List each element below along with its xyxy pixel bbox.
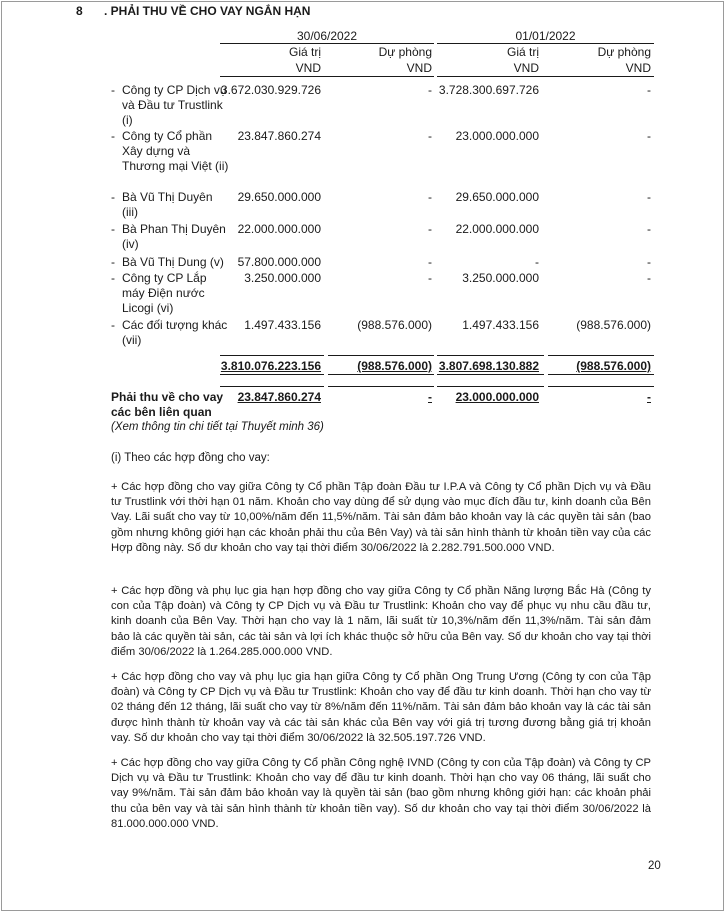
row-value: 1.497.433.156 (462, 318, 539, 332)
row-bullet: - (111, 83, 115, 97)
notes-intro: (i) Theo các hợp đồng cho vay: (111, 452, 270, 464)
row-provision: - (647, 83, 651, 97)
note-paragraph-4: + Các hợp đồng cho vay giữa Công ty Cổ phần Công nghệ IVND (Công ty con của Tập đoàn) và Công ty CP Dịch vụ và Đầu tư Trustlink: Khoản cho vay để đầu tư kinh doanh. Thời hạn cho vay 06 tháng, lãi suất cho vay 9%/năm. Tài sản đảm bảo khoản vay là quyền tài sản (bao gồm nhưng không giới hạn: các khoản phải thu của bên vay và tài sản hình thành từ khoản tiền vay). Số dư khoản cho vay tại thời điểm 30/06/2022 là 81.000.000.000 VND. (111, 757, 651, 830)
total-rule-bottom (328, 374, 434, 375)
row-value: - (535, 255, 539, 269)
row-provision: - (647, 271, 651, 285)
row-provision: - (647, 129, 651, 143)
row-provision: - (428, 83, 432, 97)
row-label: Các đối tượng khác (vii) (122, 318, 228, 347)
note-paragraph-1: + Các hợp đồng cho vay giữa Công ty Cổ phần Tập đoàn Đầu tư I.P.A và Công ty Cổ phần Dịch vụ và Đầu tư Trustlink với thời hạn 01 năm. Khoản cho vay dùng để sử dụng vào mục đích đầu tư, kinh doanh của Bên Vay. Lãi suất cho vay từ 10,00%/năm đến 11,5%/năm. Tài sản đảm bảo khoản vay là các quyền tài sản (bao gồm nhưng không giới hạn các khoản phải thu của Bên Vay) và tài sản hình thành từ khoản tiền vay của các Hợp đồng này. Số dư khoản cho vay tại thời điểm 30/06/2022 là 2.282.791.500.000 VND. (111, 481, 651, 554)
col-header-provision-2: Dự phòng (597, 45, 651, 59)
row-bullet: - (111, 190, 115, 204)
total-rule-top (437, 355, 544, 356)
row-provision: - (428, 129, 432, 143)
note-paragraph-2: + Các hợp đồng và phụ lục gia hạn hợp đồng cho vay giữa Công ty Cổ phần Năng lượng Bắc Hà (Công ty con của Tập đoàn) và Công ty CP Dịch vụ và Đầu tư Trustlink: Khoản cho vay để phục vụ nhu cầu đầu tư, kinh doanh của Bên Vay. Thời hạn cho vay là 1 năm, lãi suất từ 10,3%/năm đến 11,3%/năm. Tài sản đảm bảo là các quyền tài sản, các tài sản và lợi ích khác thuộc sở hữu của Bên vay. Số dư khoản cho vay tại thời điểm 30/06/2022 là 1.264.285.000.000 VND. (111, 585, 651, 658)
unit-4: VND (625, 61, 651, 75)
row-label: Công ty Cổ phần Xây dựng và Thương mại Việt (ii) (122, 129, 229, 173)
row-value: 29.650.000.000 (237, 190, 321, 204)
row-label: Công ty CP Lắp máy Điện nước Licogi (vi) (122, 271, 207, 315)
header-rule-2 (437, 76, 654, 77)
period-rule-2 (437, 43, 654, 44)
related-provision: - (647, 390, 651, 404)
total-rule-top (220, 355, 324, 356)
total-provision: (988.576.000) (357, 359, 432, 373)
unit-3: VND (513, 61, 539, 75)
row-provision: - (428, 255, 432, 269)
section-title: . PHẢI THU VỀ CHO VAY NGẮN HẠN (104, 4, 311, 18)
row-label: Bà Phan Thị Duyên (iv) (122, 222, 226, 251)
total-rule-bottom (220, 374, 324, 375)
period-header-1: 30/06/2022 (296, 29, 358, 43)
related-provision: - (428, 390, 432, 404)
row-bullet: - (111, 129, 115, 143)
row-value: 29.650.000.000 (455, 190, 539, 204)
row-value: 3.250.000.000 (462, 271, 539, 285)
row-label: Bà Vũ Thị Duyên (iii) (122, 190, 213, 219)
total-value: 3.807.698.130.882 (438, 359, 539, 373)
col-header-value-2: Giá trị (506, 45, 539, 59)
row-value: 22.000.000.000 (237, 222, 321, 236)
row-value: 23.000.000.000 (455, 129, 539, 143)
section-number: 8 (76, 4, 83, 18)
unit-1: VND (295, 61, 321, 75)
row-bullet: - (111, 318, 115, 332)
note-paragraph-3: + Các hợp đồng cho vay và phụ lục gia hạn giữa Công ty Cổ phần Ong Trung Ương (Công ty con của Tập đoàn) và Công ty CP Dịch vụ và Đầu tư Trustlink: Khoản cho vay để đầu tư kinh doanh. Thời hạn cho vay từ 02 tháng đến 12 tháng, lãi suất cho vay từ 8%/năm đến 11%/năm. Tài sản đảm bảo khoản vay là các tài sản được hình thành từ khoản vay và các tài sản khác của Bên vay với giá trị tương đương bằng giá trị khoản vay. Số dư khoản cho vay tại thời điểm 30/06/2022 là 32.505.197.726 VND. (111, 671, 651, 744)
related-value: 23.847.860.274 (237, 390, 321, 404)
row-value: 3.728.300.697.726 (438, 83, 539, 97)
row-label: Công ty CP Dịch vụ và Đầu tư Trustlink (i) (122, 83, 227, 127)
total-rule-bottom (548, 374, 654, 375)
related-rule-top (548, 386, 654, 387)
related-rule-top (328, 386, 434, 387)
row-value: 1.497.433.156 (244, 318, 321, 332)
row-label: Bà Vũ Thị Dung (v) (122, 255, 224, 269)
header-rule-1 (220, 76, 434, 77)
total-rule-top (328, 355, 434, 356)
row-provision: (988.576.000) (357, 318, 432, 332)
period-header-2: 01/01/2022 (515, 29, 576, 43)
row-provision: - (428, 190, 432, 204)
row-bullet: - (111, 222, 115, 236)
row-value: 3.672.030.929.726 (220, 83, 321, 97)
unit-2: VND (406, 61, 432, 75)
row-bullet: - (111, 255, 115, 269)
related-rule-top (437, 386, 544, 387)
row-provision: - (647, 255, 651, 269)
row-bullet: - (111, 271, 115, 285)
row-provision: - (647, 222, 651, 236)
total-rule-bottom (437, 374, 544, 375)
row-provision: - (428, 271, 432, 285)
period-rule-1 (220, 43, 434, 44)
related-value: 23.000.000.000 (455, 390, 539, 404)
row-provision: - (428, 222, 432, 236)
row-provision: - (647, 190, 651, 204)
row-provision: (988.576.000) (576, 318, 651, 332)
related-note: (Xem thông tin chi tiết tại Thuyết minh 36) (111, 421, 324, 433)
page-number: 20 (648, 860, 661, 872)
row-value: 57.800.000.000 (237, 255, 321, 269)
col-header-provision-1: Dự phòng (378, 45, 432, 59)
row-value: 23.847.860.274 (237, 129, 321, 143)
row-value: 22.000.000.000 (455, 222, 539, 236)
total-provision: (988.576.000) (576, 359, 651, 373)
total-rule-top (548, 355, 654, 356)
total-value: 3.810.076.223.156 (220, 359, 321, 373)
related-label: Phải thu về cho vay các bên liên quan (111, 390, 224, 419)
related-rule-top (220, 386, 324, 387)
col-header-value-1: Giá trị (288, 45, 321, 59)
row-value: 3.250.000.000 (244, 271, 321, 285)
